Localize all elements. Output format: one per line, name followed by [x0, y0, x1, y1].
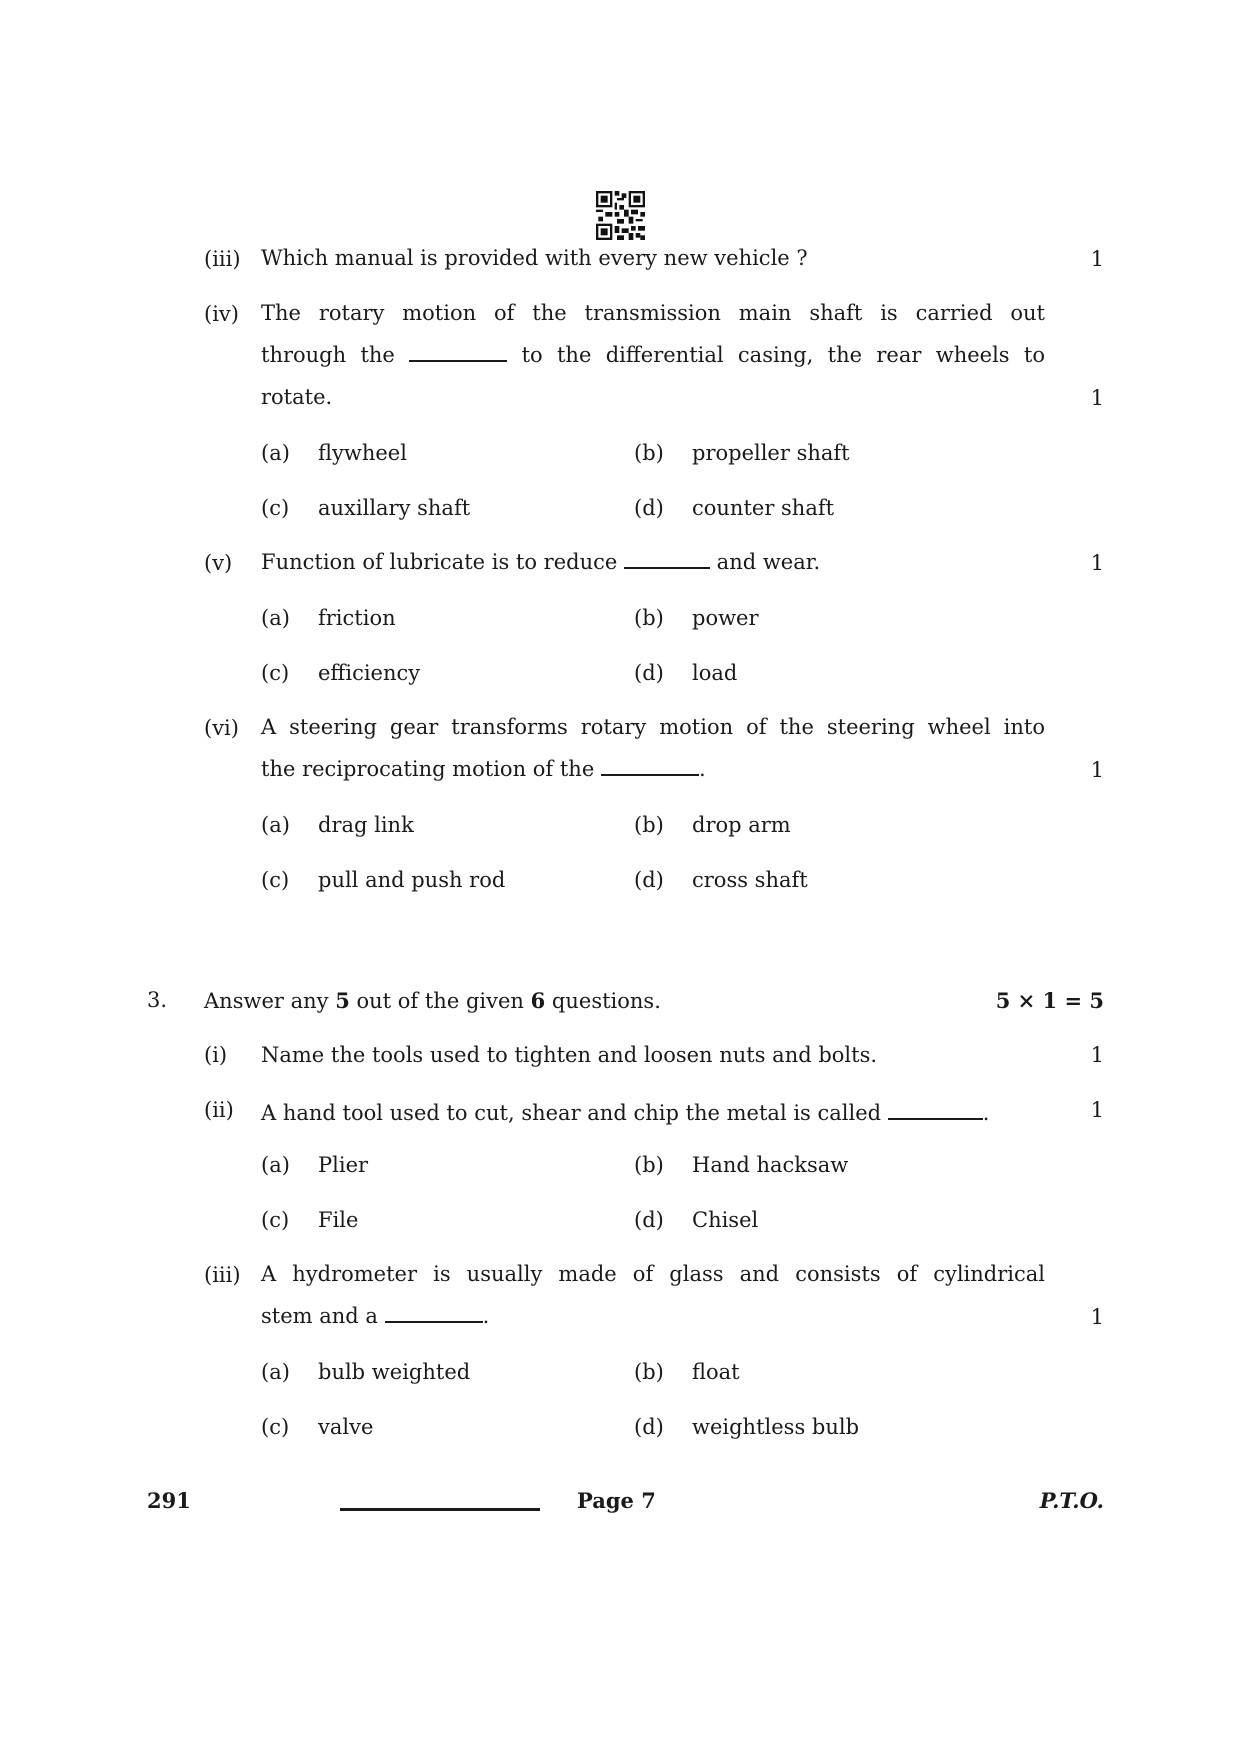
option-label: (d) [634, 1208, 664, 1232]
q2-iv-line2a: through the [261, 343, 395, 367]
option-text: Chisel [692, 1208, 759, 1232]
fill-blank [409, 340, 507, 362]
q2-iii-marks: 1 [1090, 247, 1104, 271]
option-text: counter shaft [692, 496, 835, 520]
q3-ii-textb: . [982, 1101, 990, 1125]
option-text: flywheel [318, 441, 407, 465]
option-label: (b) [634, 1153, 664, 1177]
option-text: drop arm [692, 813, 791, 837]
option-label: (b) [634, 813, 664, 837]
q2-iii-text: Which manual is provided with every new vehicle ? [261, 246, 808, 270]
option-text: cross shaft [692, 868, 808, 892]
option-label: (a) [261, 441, 290, 465]
q3-text-post: questions. [551, 989, 661, 1013]
option-label: (a) [261, 1360, 290, 1384]
option-label: (b) [634, 441, 664, 465]
q3-iii-marks: 1 [1090, 1305, 1104, 1329]
option-text: propeller shaft [692, 441, 850, 465]
option-label: (c) [261, 661, 290, 685]
q3-iii-line2 [261, 1295, 489, 1337]
q3-n-total: 6 [530, 988, 546, 1013]
fill-blank [601, 754, 699, 776]
option-label: (c) [261, 496, 290, 520]
option-text: auxillary shaft [318, 496, 471, 520]
fill-blank [888, 1098, 983, 1120]
q3-iii-number: (iii) [204, 1263, 241, 1287]
q2-v-number: (v) [204, 551, 233, 575]
q3-ii-texta: A hand tool used to cut, shear and chip the metal is called [261, 1101, 882, 1125]
option-text: friction [318, 606, 396, 630]
q2-vi-number: (vi) [204, 716, 239, 740]
q3-number: 3. [147, 988, 168, 1012]
option-text: pull and push rod [318, 868, 506, 892]
q3-iii-line2a: stem and a [261, 1304, 378, 1328]
option-label: (b) [634, 606, 664, 630]
footer-rule [340, 1508, 540, 1511]
q2-iv-number: (iv) [204, 302, 239, 326]
option-text: weightless bulb [692, 1415, 860, 1439]
q2-iv-line2b: to the differential casing, the rear wheels to [521, 343, 1045, 367]
option-text: valve [318, 1415, 374, 1439]
q2-vi-line2b: . [698, 757, 706, 781]
q2-v-marks: 1 [1090, 551, 1104, 575]
option-text: Hand hacksaw [692, 1153, 849, 1177]
q2-v-texta: Function of lubricate is to reduce [261, 550, 618, 574]
option-label: (a) [261, 606, 290, 630]
q3-i-marks: 1 [1090, 1043, 1104, 1067]
option-text: File [318, 1208, 359, 1232]
q2-iv-line2 [261, 334, 1045, 376]
page-number: Page 7 [577, 1488, 656, 1513]
q3-i-number: (i) [204, 1043, 228, 1067]
qr-code [596, 191, 645, 240]
option-label: (a) [261, 813, 290, 837]
option-label: (c) [261, 868, 290, 892]
q3-text-mid: out of the given [356, 989, 524, 1013]
option-label: (d) [634, 1415, 664, 1439]
q2-iv-line3: rotate. [261, 385, 333, 409]
pto-label: P.T.O. [1039, 1488, 1104, 1513]
fill-blank [385, 1301, 483, 1323]
q3-text-pre: Answer any [204, 989, 329, 1013]
q3-marks: 5 × 1 = 5 [995, 988, 1104, 1013]
q3-ii-text [261, 1098, 989, 1125]
q3-iii-line2b: . [482, 1304, 490, 1328]
option-text: bulb weighted [318, 1360, 471, 1384]
q2-vi-line2 [261, 748, 706, 790]
q3-iii-line1: A hydrometer is usually made of glass and consists of cylindrical [261, 1262, 1045, 1286]
q2-iv-marks: 1 [1090, 386, 1104, 410]
q3-n-answer: 5 [335, 988, 350, 1013]
q2-iii-number: (iii) [204, 247, 241, 271]
option-label: (c) [261, 1415, 290, 1439]
q2-vi-line2a: the reciprocating motion of the [261, 757, 595, 781]
option-text: drag link [318, 813, 414, 837]
option-text: efficiency [318, 661, 421, 685]
q3-i-text: Name the tools used to tighten and loosen nuts and bolts. [261, 1043, 878, 1067]
option-text: Plier [318, 1153, 369, 1177]
q2-vi-line1: A steering gear transforms rotary motion of the steering wheel into [261, 715, 1045, 739]
option-text: load [692, 661, 738, 685]
option-label: (d) [634, 661, 664, 685]
option-text: float [692, 1360, 740, 1384]
q3-instruction [204, 988, 661, 1013]
option-label: (c) [261, 1208, 290, 1232]
fill-blank [624, 547, 710, 569]
q3-ii-marks: 1 [1090, 1098, 1104, 1122]
q2-v-text [261, 541, 820, 583]
option-label: (d) [634, 868, 664, 892]
option-label: (a) [261, 1153, 290, 1177]
q2-v-textb: and wear. [716, 550, 821, 574]
option-text: power [692, 606, 759, 630]
q2-iv-line1: The rotary motion of the transmission main shaft is carried out [261, 301, 1045, 325]
option-label: (d) [634, 496, 664, 520]
q2-vi-marks: 1 [1090, 758, 1104, 782]
q3-ii-number: (ii) [204, 1098, 234, 1122]
option-label: (b) [634, 1360, 664, 1384]
paper-code: 291 [147, 1488, 191, 1513]
